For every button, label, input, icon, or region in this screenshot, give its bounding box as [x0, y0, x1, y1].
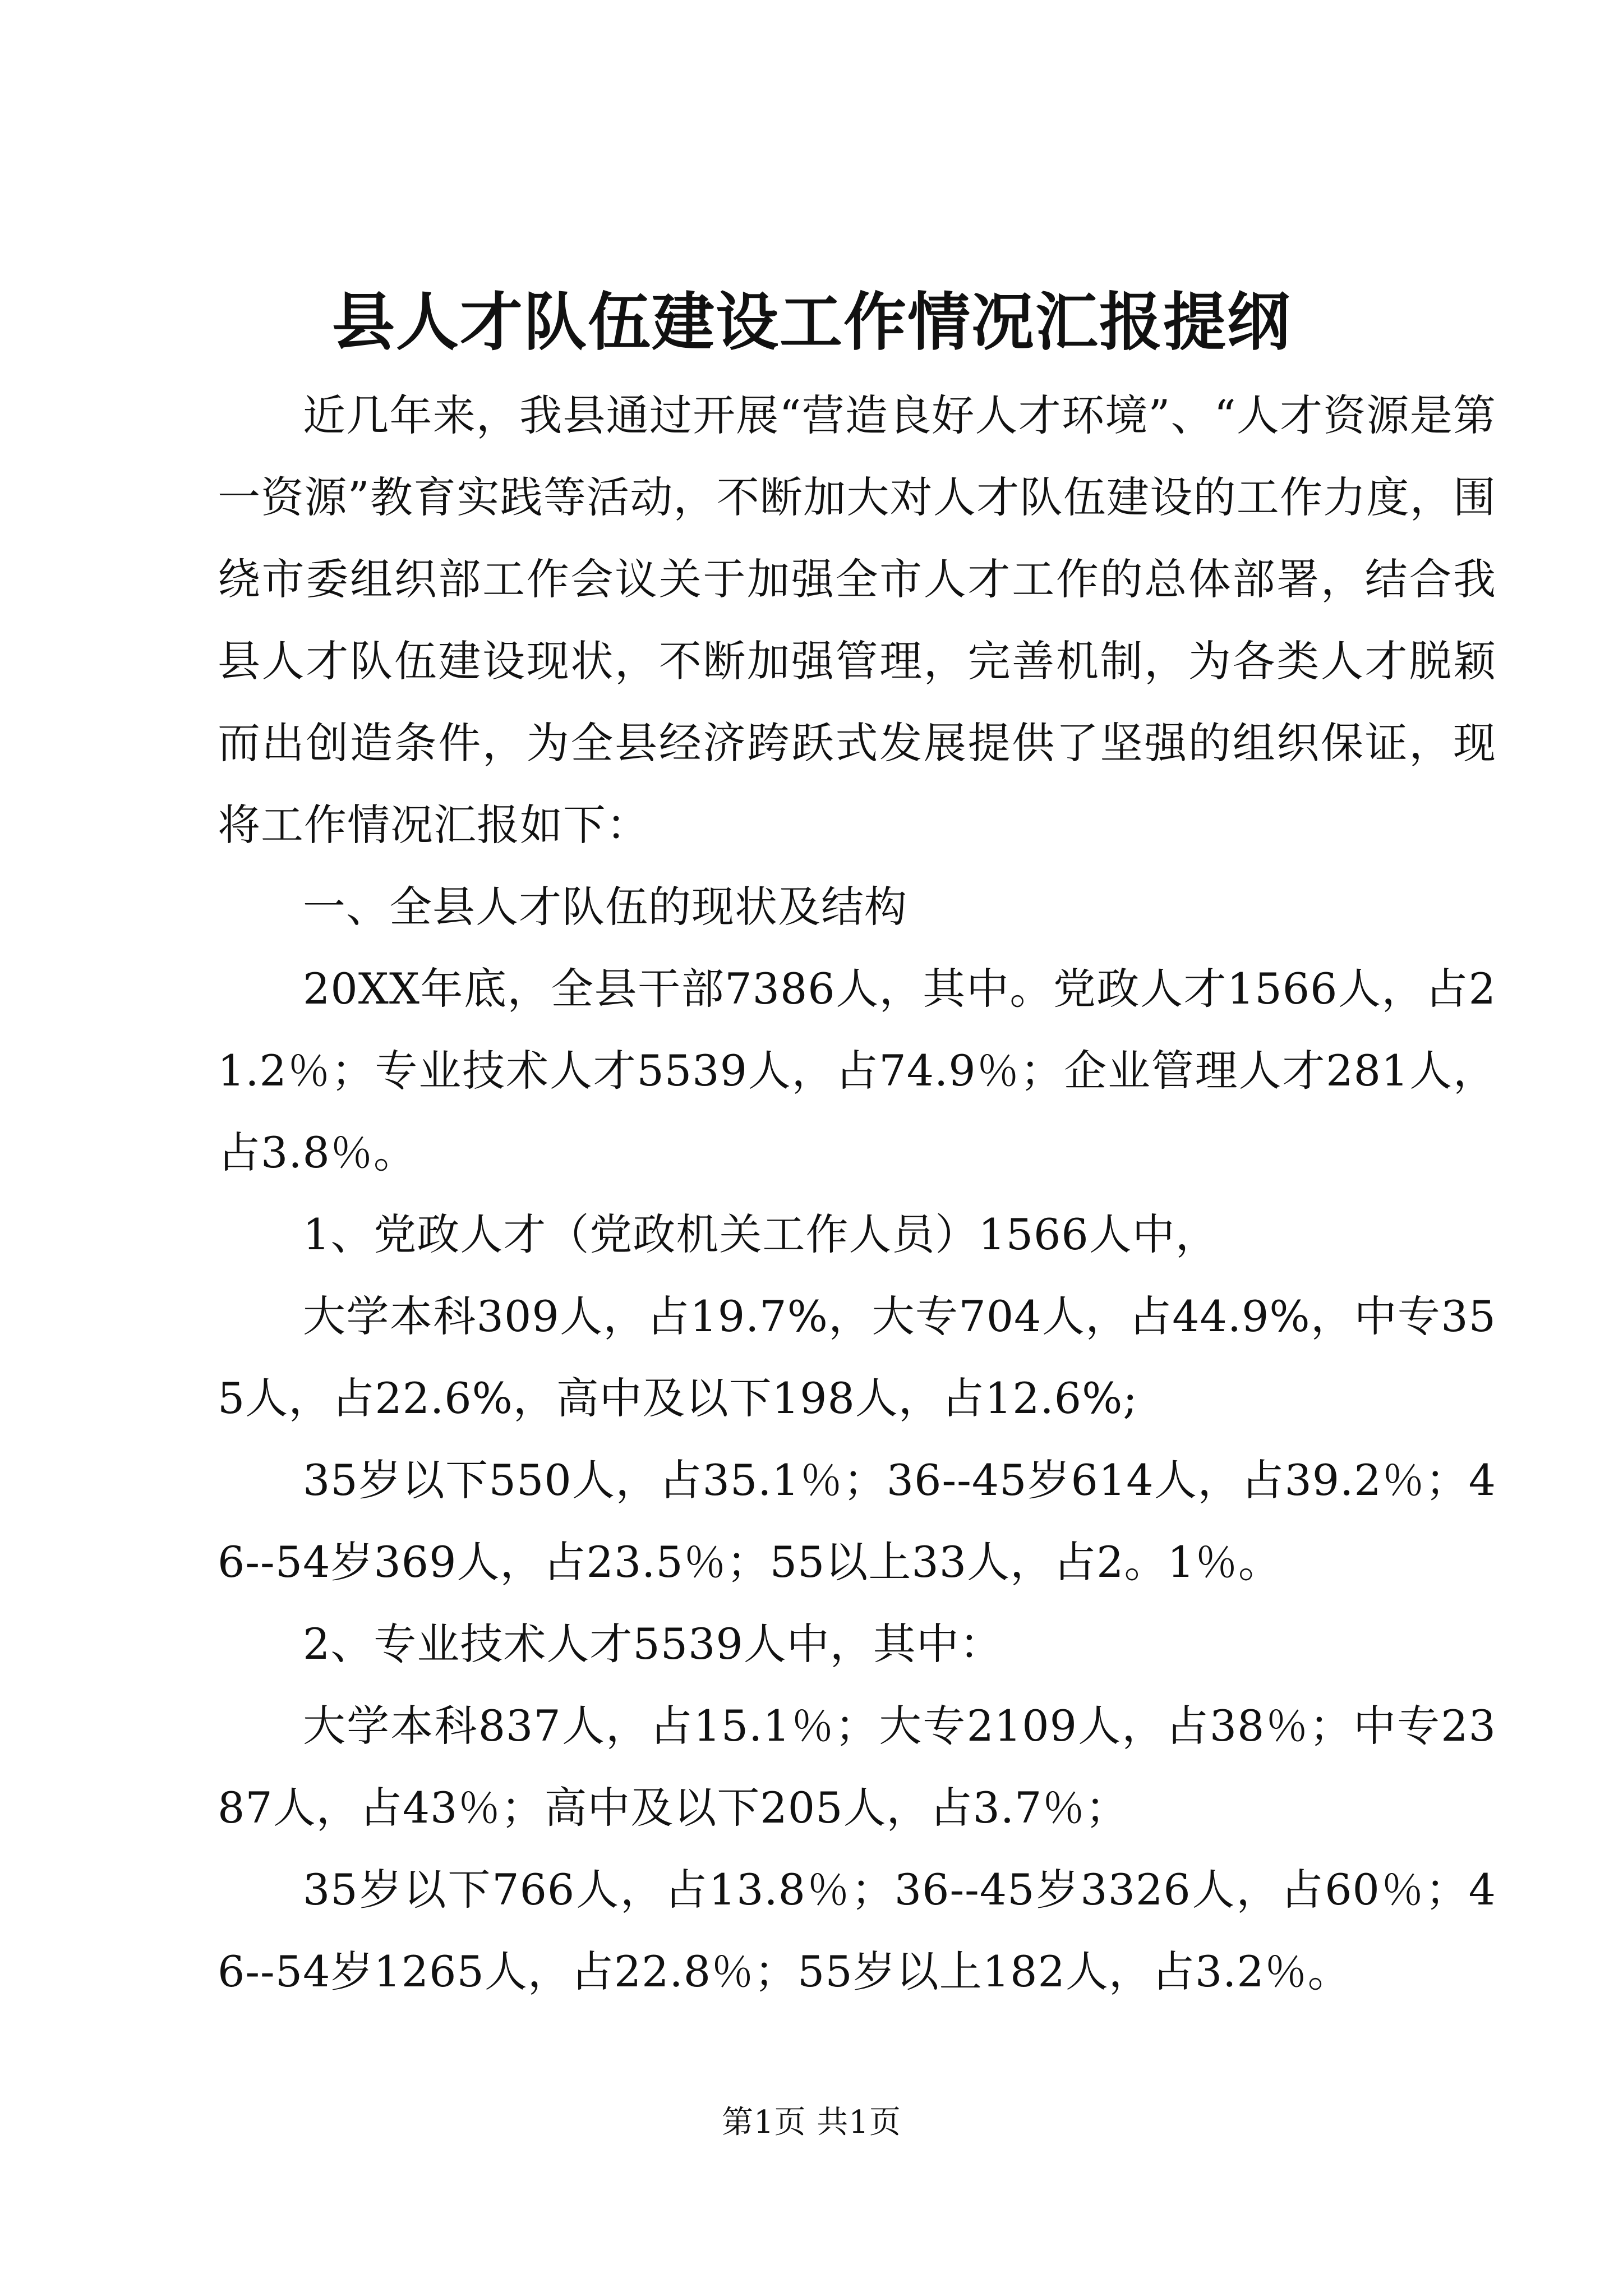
technical-age-paragraph: 35岁以下766人，占13.8％；36--45岁3326人，占60％；46--54岁1265人，占22.8％；55岁以上182人，占3.2％。: [218, 1865, 1496, 1996]
document-title: 县人才队伍建设工作情况汇报提纲: [332, 286, 1291, 359]
subsection-heading-technical: 2、专业技术人才5539人中，其中：: [303, 1619, 1003, 1669]
intro-paragraph: 近几年来，我县通过开展“营造良好人才环境”、“人才资源是第一资源”教育实践等活动，不断加大对人才队伍建设的工作力度，围绕市委组织部工作会议关于加强全市人才工作的总体部署，结合我县人才队伍建设现状，不断加强管理，完善机制，为各类人才脱颖而出创造条件，为全县经济跨跃式发展提供了坚强的组织保证，现将工作情况汇报如下：: [218, 390, 1496, 850]
page-footer: 第1页 共1页: [721, 2104, 902, 2141]
party-education-paragraph: 大学本科309人，占19.7%，大专704人，占44.9%，中专355人，占22.6%，高中及以下198人，占12.6%;: [218, 1291, 1496, 1423]
document-body: [218, 375, 1496, 2013]
party-age-paragraph: 35岁以下550人，占35.1％；36--45岁614人，占39.2％；46--54岁369人，占23.5％；55以上33人，占2。1％。: [218, 1455, 1496, 1587]
technical-education-paragraph: 大学本科837人，占15.1％；大专2109人，占38％；中专2387人，占43％；高中及以下205人，占3.7％；: [218, 1701, 1496, 1833]
section-heading-1: 一、全县人才队伍的现状及结构: [303, 882, 907, 932]
summary-paragraph: 20XX年底，全县干部7386人，其中。党政人才1566人，占21.2％；专业技术人才5539人，占74.9％；企业管理人才281人，占3.8％。: [218, 964, 1496, 1177]
subsection-heading-party: 1、党政人才（党政机关工作人员）1566人中，: [303, 1209, 1219, 1259]
